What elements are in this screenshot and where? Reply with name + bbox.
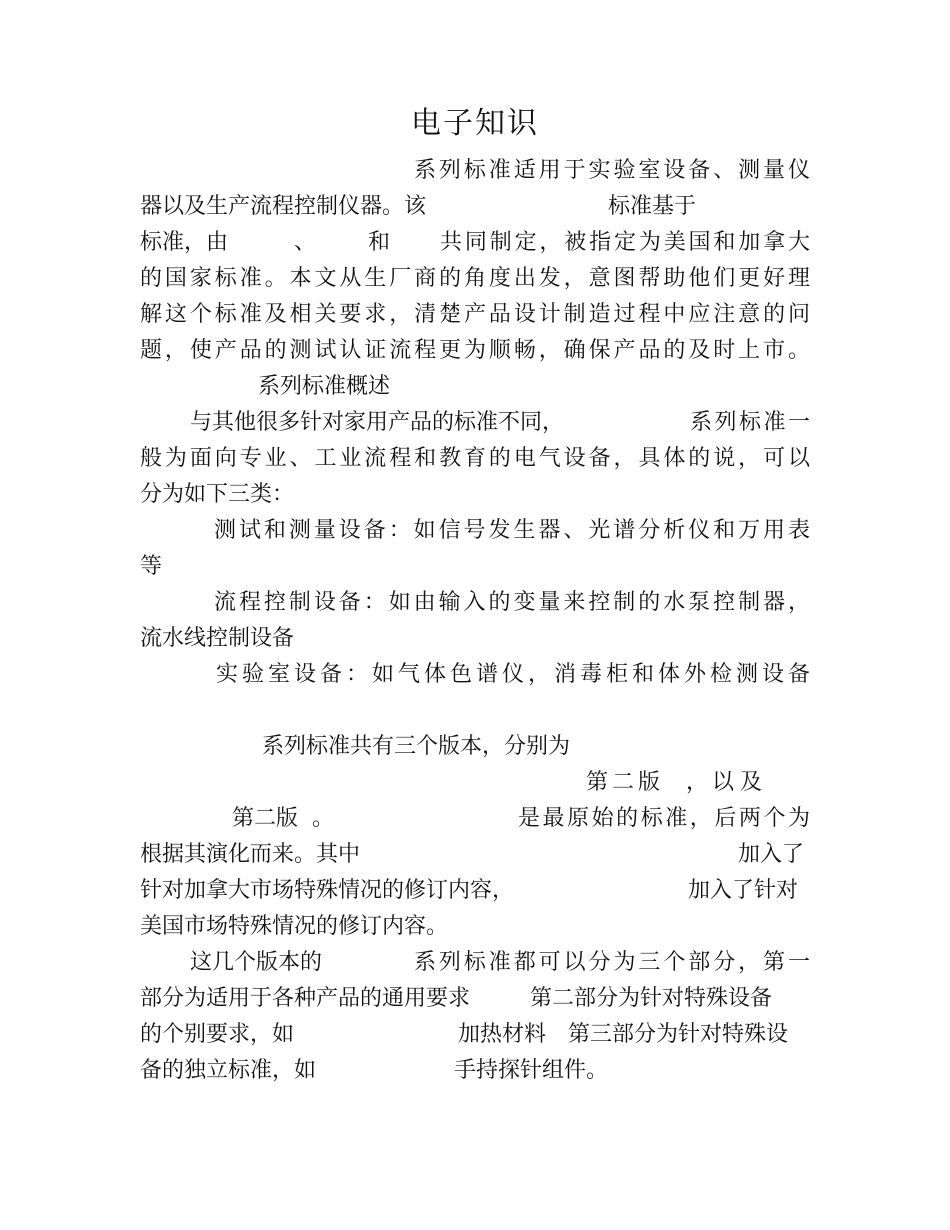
text-line: 的个别要求，如 xyxy=(140,1022,295,1047)
text-line: 分为如下三类： xyxy=(140,482,295,507)
text-line: 与其他很多针对家用产品的标准不同， xyxy=(190,410,565,435)
text-line: 以及 xyxy=(712,770,769,795)
text-line: 根据其演化而来。其中 xyxy=(140,842,361,867)
text-line: 般为面向专业、工业流程和教育的电气设备，具体的说，可以 xyxy=(140,446,810,471)
text-line: 针对加拿大市场特殊情况的修订内容， xyxy=(140,878,515,903)
page-title: 电子知识 xyxy=(411,106,539,141)
text-line: 加入了 xyxy=(738,842,805,867)
text-line: 标准，由 xyxy=(140,230,229,255)
text-line: 第二版 xyxy=(232,806,299,831)
text-line: 题，使产品的测试认证流程更为顺畅，确保产品的及时上市。 xyxy=(140,338,810,363)
text-line: 系列标准共有三个版本，分别为 xyxy=(262,734,571,759)
text-line: 加热材料 xyxy=(458,1022,547,1047)
text-line: 器以及生产流程控制仪器。该 xyxy=(140,194,427,219)
text-line: 。 xyxy=(312,806,335,831)
text-line: ， xyxy=(686,770,709,795)
list-item: 实验室设备：如气体色谱仪，消毒柜和体外检测设备 xyxy=(216,662,810,687)
text-line: 手持探针组件。 xyxy=(454,1058,609,1083)
text-line: 共同制定，被指定为美国和加拿大 xyxy=(440,230,810,255)
text-line: 的国家标准。本文从生厂商的角度出发，意图帮助他们更好理 xyxy=(140,266,810,291)
text-line: 备的独立标准，如 xyxy=(140,1058,317,1083)
text-line: 第二版 xyxy=(586,770,665,795)
text-line: 标准基于 xyxy=(608,194,697,219)
text-line: 系列标准一 xyxy=(690,410,810,435)
text-line: 这几个版本的 xyxy=(190,950,323,975)
text-line: 第二部分为针对特殊设备 xyxy=(530,986,773,1011)
text-line: 部分为适用于各种产品的通用要求 xyxy=(140,986,471,1011)
section-heading: 系列标准概述 xyxy=(258,374,391,399)
text-line: 等 xyxy=(140,554,163,579)
list-item: 流程控制设备：如由输入的变量来控制的水泵控制器， xyxy=(214,590,810,615)
text-line: 系列标准都可以分为三个部分，第一 xyxy=(414,950,810,975)
text-line: 系列标准适用于实验室设备、测量仪 xyxy=(414,158,810,183)
text-line: 、 xyxy=(294,230,317,255)
text-line: 第三部分为针对特殊设 xyxy=(568,1022,789,1047)
text-line: 流水线控制设备 xyxy=(140,626,295,651)
text-line: 和 xyxy=(368,230,391,255)
text-line: 美国市场特殊情况的修订内容。 xyxy=(140,914,449,939)
text-line: 是最原始的标准，后两个为 xyxy=(518,806,810,831)
text-line: 加入了针对 xyxy=(688,878,799,903)
text-line: 解这个标准及相关要求，清楚产品设计制造过程中应注意的问 xyxy=(140,302,810,327)
list-item: 测试和测量设备：如信号发生器、光谱分析仪和万用表 xyxy=(214,518,810,543)
